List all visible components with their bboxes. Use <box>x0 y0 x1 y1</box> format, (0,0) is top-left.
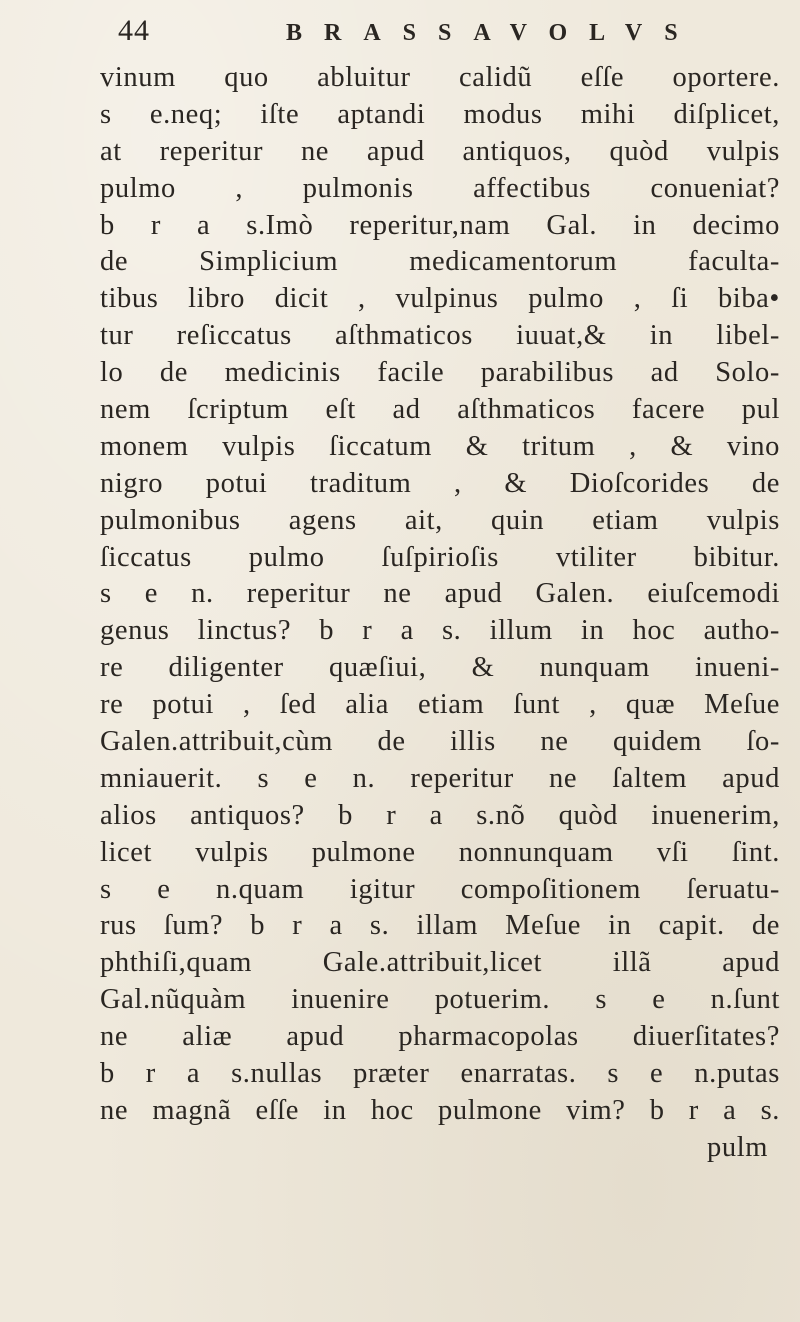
text-line: monem vulpis ſiccatum & tritum , & vino <box>100 430 780 462</box>
text-line: mniauerit. s e n. reperitur ne ſaltem apud <box>100 762 780 794</box>
text-line: vinum quo abluitur calidũ eſſe oportere. <box>100 62 780 93</box>
text-line: b r a s.Imò reperitur,nam Gal. in decimo <box>100 209 780 241</box>
text-line: rus ſum? b r a s. illam Meſue in capit. de <box>100 910 780 942</box>
text-line: s e.neq; iſte aptandi modus mihi diſplicet, <box>100 98 780 130</box>
text-line: tur reſiccatus aſthmaticos iuuat,& in libel- <box>100 320 780 352</box>
text-line: Gal.nũquàm inuenire potuerim. s e n.ſunt <box>100 984 780 1016</box>
text-line: s e n.quam igitur compoſitionem ſeruatu- <box>100 873 780 905</box>
text-line: pulmo , pulmonis affectibus conueniat? <box>100 172 780 204</box>
running-title: BRASSAVOLVS <box>286 20 700 46</box>
text-line: licet vulpis pulmone nonnunquam vſi ſint. <box>100 836 780 868</box>
text-line: tibus libro dicit , vulpinus pulmo , ſi biba• <box>100 283 780 315</box>
text-line: ſiccatus pulmo ſuſpirioſis vtiliter bibitur. <box>100 541 780 573</box>
running-head <box>118 12 700 52</box>
text-line: pulmonibus agens ait, quin etiam vulpis <box>100 504 780 536</box>
text-line: ne magnã eſſe in hoc pulmone vim? b r a s. <box>100 1094 780 1126</box>
text-line: lo de medicinis facile parabilibus ad Solo- <box>100 357 780 389</box>
text-line: b r a s.nullas præter enarratas. s e n.putas <box>100 1058 780 1090</box>
text-line: genus linctus? b r a s. illum in hoc autho- <box>100 615 780 647</box>
text-line: ne aliæ apud pharmacopolas diuerſitates? <box>100 1021 780 1053</box>
text-line: alios antiquos? b r a s.nõ quòd inuenerim, <box>100 799 780 831</box>
text-line: at reperitur ne apud antiquos, quòd vulpis <box>100 135 780 167</box>
page-number: 44 <box>118 14 150 47</box>
text-line: re diligenter quæſiui, & nunquam inueni- <box>100 652 780 684</box>
text-line: Galen.attribuit,cùm de illis ne quidem ſo- <box>100 726 780 758</box>
catchword: pulm <box>707 1131 768 1163</box>
text-line: nem ſcriptum eſt ad aſthmaticos facere pul <box>100 394 780 426</box>
text-line: de Simplicium medicamentorum faculta- <box>100 246 780 278</box>
text-line: s e n. reperitur ne apud Galen. eiuſcemodi <box>100 578 780 610</box>
text-line: nigro potui traditum , & Dioſcorides de <box>100 467 780 499</box>
text-line: phthiſi,quam Gale.attribuit,licet illã apud <box>100 947 780 979</box>
body-text <box>100 60 780 1167</box>
text-line: re potui , ſed alia etiam ſunt , quæ Meſue <box>100 689 780 721</box>
